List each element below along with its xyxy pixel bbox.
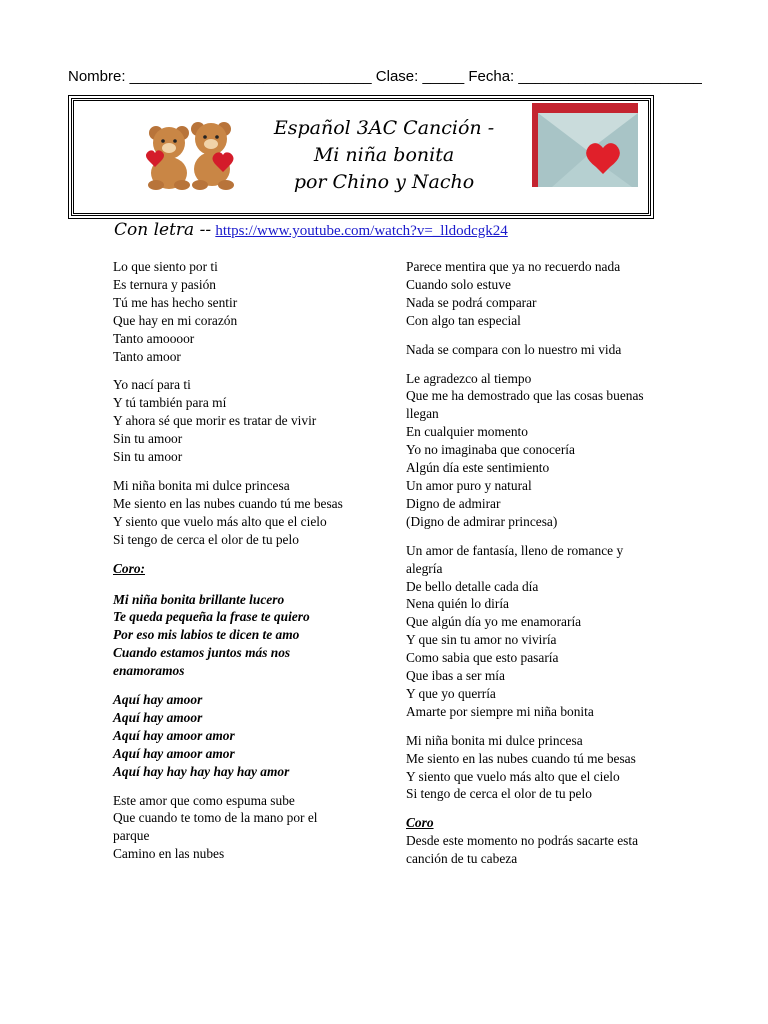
- lyric-line: Nena quién lo diría: [406, 596, 509, 612]
- lyric-line: Que ibas a ser mía: [406, 668, 505, 684]
- title-line-2: Mi niña bonita: [313, 144, 455, 166]
- lyric-line: Amarte por siempre mi niña bonita: [406, 703, 594, 719]
- lyric-line: Cuando estamos juntos más nos enamoramos: [113, 645, 291, 679]
- teddy-bears-icon: [136, 117, 246, 191]
- worksheet-title: [254, 115, 514, 196]
- lyric-line: Aquí hay amoor amor: [113, 727, 235, 743]
- lyric-line: Lo que siento por ti: [113, 259, 218, 274]
- lyric-line: Nada se podrá comparar: [406, 294, 537, 310]
- lyric-line: Mi niña bonita mi dulce princesa: [113, 477, 290, 493]
- lyrics-stanza: [113, 258, 353, 365]
- lyric-line: En cualquier momento: [406, 424, 528, 440]
- lyrics-stanza: [406, 370, 662, 531]
- lyrics-stanza: [113, 376, 353, 466]
- lyric-line: Y tú también para mí: [113, 395, 227, 411]
- lyric-line: Y que sin tu amor no viviría: [406, 632, 557, 648]
- title-line-3: por Chino y Nacho: [293, 171, 475, 193]
- lyric-line: Nada se compara con lo nuestro mi vida: [406, 341, 622, 357]
- lyric-line: Que hay en mi corazón: [113, 312, 238, 328]
- lyric-line: Te queda pequeña la frase te quiero: [113, 609, 310, 625]
- lyric-line: Desde este momento no podrás sacarte esta canción de tu cabeza: [406, 833, 639, 867]
- lyric-line: Mi niña bonita mi dulce princesa: [406, 732, 583, 748]
- lyric-line: Tú me has hecho sentir: [113, 294, 238, 310]
- lyric-line: Me siento en las nubes cuando tú me besas: [113, 495, 343, 511]
- lyric-line: Un amor de fantasía, lleno de romance y alegría: [406, 542, 624, 576]
- youtube-link[interactable]: https://www.youtube.com/watch?v=_lldodcgk24: [215, 223, 508, 239]
- lyrics-stanza: [406, 341, 662, 359]
- lyric-line: Cuando solo estuve: [406, 276, 511, 292]
- lyrics-stanza: [113, 591, 353, 681]
- lyric-line: Si tengo de cerca el olor de tu pelo: [406, 786, 592, 802]
- lyrics-stanza: [406, 732, 662, 804]
- lyric-line: Digno de admirar: [406, 495, 501, 511]
- lyric-line: Y que yo querría: [406, 685, 496, 701]
- lyric-line: Por eso mis labios te dicen te amo: [113, 627, 300, 643]
- lyric-line: Que cuando te tomo de la mano por el parque: [113, 810, 318, 844]
- title-line-1: Español 3AC Canción -: [273, 117, 495, 139]
- song-link-line: [114, 220, 508, 240]
- lyric-line: Yo no imaginaba que conocería: [406, 442, 575, 458]
- student-info-line: Nombre: _____________________________ Clase: _____ Fecha: ______________________: [68, 68, 702, 85]
- lyrics-right-column: [406, 258, 662, 879]
- coro-label: Coro:: [113, 560, 145, 576]
- lyric-line: Algún día este sentimiento: [406, 460, 550, 476]
- lyrics-stanza: [406, 814, 662, 832]
- lyric-line: Me siento en las nubes cuando tú me besas: [406, 750, 636, 766]
- lyric-line: Sin tu amoor: [113, 431, 183, 447]
- lyric-line: Yo nací para ti: [113, 377, 191, 393]
- link-label: Con letra --: [114, 220, 212, 240]
- lyrics-left-column: [113, 258, 353, 874]
- lyric-line: Si tengo de cerca el olor de tu pelo: [113, 531, 299, 547]
- heart-envelope-icon: [532, 103, 638, 187]
- lyrics-stanza: [406, 542, 662, 721]
- lyric-line: Que me ha demostrado que las cosas buenas llegan: [406, 388, 644, 422]
- coro-label: Coro: [406, 815, 434, 831]
- lyric-line: Aquí hay amoor: [113, 709, 203, 725]
- lyrics-stanza: [113, 560, 353, 578]
- lyric-line: Camino en las nubes: [113, 846, 225, 862]
- lyric-line: Mi niña bonita brillante lucero: [113, 591, 285, 607]
- title-box: [71, 98, 651, 216]
- lyric-line: De bello detalle cada día: [406, 578, 539, 594]
- lyric-line: Y siento que vuelo más alto que el cielo: [113, 513, 327, 529]
- lyrics-stanza: [406, 832, 662, 868]
- lyrics-stanza: [113, 792, 353, 864]
- lyric-line: Le agradezco al tiempo: [406, 370, 532, 386]
- lyric-line: Aquí hay amoor: [113, 692, 203, 708]
- lyric-line: Este amor que como espuma sube: [113, 792, 295, 808]
- lyric-line: Y ahora sé que morir es tratar de vivir: [113, 413, 317, 429]
- lyric-line: Como sabia que esto pasaría: [406, 650, 559, 666]
- lyric-line: Aquí hay hay hay hay hay amor: [113, 763, 290, 779]
- lyric-line: Tanto amoor: [113, 348, 181, 364]
- lyric-line: Sin tu amoor: [113, 449, 183, 465]
- lyric-line: Tanto amoooor: [113, 330, 195, 346]
- lyrics-stanza: [406, 258, 662, 330]
- lyric-line: Un amor puro y natural: [406, 477, 532, 493]
- lyric-line: Y siento que vuelo más alto que el cielo: [406, 768, 620, 784]
- lyric-line: Con algo tan especial: [406, 312, 521, 328]
- lyrics-stanza: [113, 477, 353, 549]
- lyric-line: Es ternura y pasión: [113, 276, 217, 292]
- lyrics-stanza: [113, 691, 353, 781]
- lyric-line: Parece mentira que ya no recuerdo nada: [406, 259, 621, 274]
- lyric-line: (Digno de admirar princesa): [406, 513, 558, 529]
- lyric-line: Que algún día yo me enamoraría: [406, 614, 582, 630]
- lyric-line: Aquí hay amoor amor: [113, 745, 235, 761]
